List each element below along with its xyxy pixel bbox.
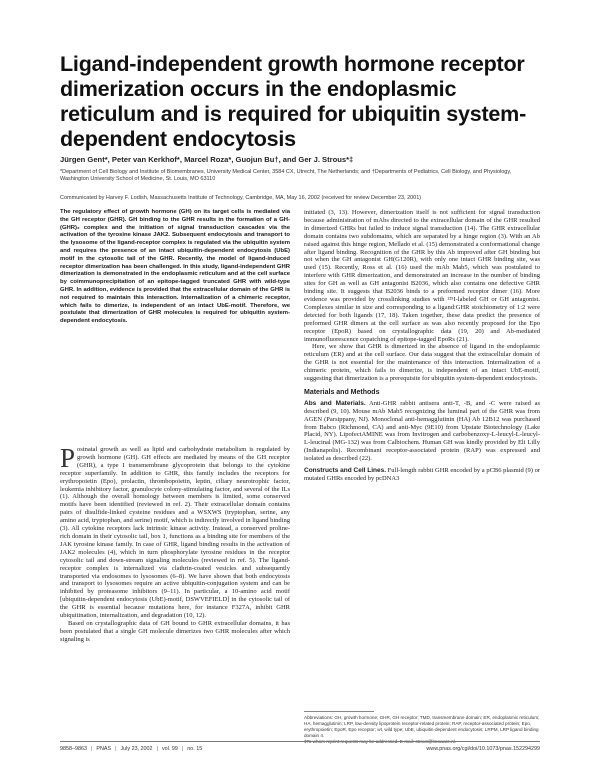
runin-heading-constructs: Constructs and Cell Lines. [304, 467, 387, 475]
author-list: Jürgen Gent*, Peter van Kerkhof*, Marcel Roza*, Guojun Bu†, and Ger J. Strous*‡ [60, 155, 354, 164]
right-column [304, 209, 540, 483]
intro-paragraph-4: Here, we show that GHR is dimerized in the absence of ligand in the endoplasmic reticulum (ER) and at the cell surface. Our data suggest that the extracellular domain of the GHR is not essential for the maintenance of this interaction. Internalization of a chimeric protein, which fails to dimerize, is independent of an intact UbE-motif, suggesting that dimerization is a prerequisite for ubiquitin system-dependent endocytosis. [304, 343, 540, 383]
abs-materials-text: Anti-GHR rabbit antisera anti-T, -B, and -C were raised as described (9, 10). Mouse mAb Mab5 recognizing the luminal part of the GHR was from AGEN (Parsippany, NJ). Monoclonal anti-hemagglutinin (HA) Ab 12B12 was purchased from Babco (Richmond, CA) and anti-Myc (9E10) from Upstate Biotechnology (Lake Placid, NY). LipofectAMINE was from Invitrogen and carbobenzoxy-L-leucyl-L-leucyl-L-leucinal (MG-132) was from Calbiochem. Human GH was kindly provided by Eli Lilly (Indianapolis). Recombinant receptor-associated protein (RAP) was expressed and isolated as described (22). [304, 399, 541, 463]
abstract: The regulatory effect of growth hormone (GH) on its target cells is mediated via the GH receptor (GHR). GH binding to the GHR results in the formation of a GH-(GHR)₂ complex and the initiation of signal transduction cascades via the activation of the tyrosine kinase JAK2. Subsequent endocytosis and transport to the lysosome of the ligand-receptor complex is regulated via the ubiquitin system and requires the presence of an intact ubiquitin-dependent endocytosis (UbE) motif in the cytosolic tail of the GHR. Recently, the model of ligand-induced receptor dimerization has been challenged. In this study, ligand-independent GHR dimerization is demonstrated in the endoplasmic reticulum and at the cell surface by coimmunoprecipitation of an epitope-tagged truncated GHR with wild-type GHR. In addition, evidence is provided that the extracellular domain of the GHR is not required to maintain this interaction. Internalization of a chimeric receptor, which fails to dimerize, is independent of an intact UbE-motif. Therefore, we postulate that dimerization of GHR molecules is required for ubiquitin system-dependent endocytosis. [60, 209, 290, 325]
footer-journal: PNAS [96, 746, 112, 752]
methods-constructs-paragraph [304, 467, 540, 483]
communicated-line: Communicated by Harvey F. Lodish, Massachusetts Institute of Technology, Cambridge, MA, May 16, 2002 (received for review December 23, 2001) [60, 195, 422, 201]
runin-heading-abs: Abs and Materials. [304, 399, 366, 407]
intro-paragraph-2: Based on crystallographic data of GH bound to GHR extracellular domains, it has been postulated that a single GH molecule dimerizes two GHR molecules after which signaling is [60, 619, 290, 643]
section-heading-methods: Materials and Methods [304, 388, 380, 396]
methods-abs-paragraph [304, 400, 540, 463]
footer-date: July 23, 2002 [120, 746, 153, 752]
footer-volume: vol. 99 [161, 746, 178, 752]
affiliations: *Department of Cell Biology and Institute of Biomembranes, University Medical Center, 3584 CX, Utrecht, The Netherlands; and †Departments of Pediatrics, Cell Biology, and Physiology, Washington University School of Medicine, St. Louis, MO 63110 [60, 169, 512, 183]
footer-doi-link[interactable]: www.pnas.org/cgi/doi/10.1073/pnas.152294299 [426, 746, 540, 752]
introduction [60, 443, 290, 644]
footer-issue: no. 15 [187, 746, 203, 752]
intro-paragraph-3: initiated (3, 13). However, dimerization itself is not sufficient for signal transduction because administration of mAbs directed to the extracellular domain of the GHR resulted in dimerized GHRs but failed to induce signal transduction (14). The GHR extracellular domain contains two subdomains, which are separated by a hinge region (3). With an Ab raised against this hinge region, Mellado et al. (15) demonstrated a conformational change after ligand binding. Recognition of the GHR by this Ab improved after GH binding but not when the GH antagonist GH(G120R), with only one intact GHR binding site, was used (15). Recently, Ross et al. (16) used the mAb Mab5, which was postulated to interfere with GHR dimerization, and demonstrated an increase in the number of binding sites for GH as well as GH antagonist B2036, which also contains one defective GHR binding site. It suggests that B2036 binds to a preformed receptor dimer (16). More evidence was provided by crosslinking studies with ¹²⁵I-labeled GH or GH antagonist. Complexes similar in size and corresponding to a ligand:GHR stoichiometry of 1:2 were detected for both ligands (17, 18). Taken together, these data predict the presence of preformed GHR dimers at the cell surface as was also recently proposed for the Epo receptor (EpoR) based on crystallographic data (19, 20) and Ab-mediated immunofluorescence copatching of epitope-tagged EpoRs (21). [304, 209, 540, 343]
footnote-abbreviations: Abbreviations: GH, growth hormone; GHR, GH receptor; TMD, transmembrane domain; ER, endoplasmic reticulum; HA, hemagglutinin; LRP, low-density lipoprotein receptor-related protein; RAP, receptor-associated protein; Epo, erythropoietin; EpoR, Epo receptor; wt, wild type; UbE, ubiquitin-dependent endocytosis; LRPM, LRP ligand binding domain 4. [304, 715, 540, 738]
footer-divider [60, 741, 540, 742]
dropcap-letter: P [60, 443, 76, 473]
footnote-reprint: ‡To whom reprint requests may be addressed. E-mail: strous@knoware.nl. [304, 739, 456, 744]
intro-paragraph-1: ostnatal growth as well as lipid and carbohydrate metabolism is regulated by growth hormone (GH). GH effects are mediated by means of the GH receptor (GHR), a type I transmembrane glycoprotein that belongs to the cytokine receptor superfamily. In addition to GHR, this family includes the receptors for erythropoietin (Epo), prolactin, thrombopoietin, leptin, ciliary neurotrophic factor, leukemia inhibitory factor, granulocyte colony-stimulating factor, and several of the ILs (1). Although the overall homology between members is limited, some conserved motifs have been identified (reviewed in ref. 2). Their extracellular domain contains pairs of disulfide-linked cysteine residues and a WSXWS (tryptophan, serine, any amino acid, tryptophan, and serine) motif, which is indirectly involved in ligand binding (3). All cytokine receptors lack intrinsic kinase activity. Instead, a conserved proline-rich domain in their cytosolic tail, box 1, functions as a binding site for members of the JAK tyrosine kinase family. In case of GHR, ligand binding results in the activation of JAK2 molecules (4), which in turn phosphorylate tyrosine residues in the receptor cytosolic tail and down-stream signaling molecules (reviewed in ref. 5). The ligand-receptor complex is internalized via clathrin-coated vesicles and subsequently transported via endosomes to lysosomes (6–8). We have shown that both endocytosis and transport to lysosomes require an active ubiquitin-conjugation system and can be inhibited by proteasome inhibitors (9–11). In particular, a 10-amino acid motif [ubiquitin-dependent endocytosis (UbE)-motif, DSWVEFIELD] in the cytosolic tail of the GHR is essential because mutations here, for instance F327A, inhibit GHR ubiquitination, internalization, and degradation (10, 12). [60, 446, 290, 620]
footer-pages: 9858–9863 [60, 746, 87, 752]
footer-citation: 9858–9863 | PNAS | July 23, 2002 | vol. 99 | no. 15 [60, 746, 203, 752]
constructs-text: Full-length rabbit GHR encoded by a pCB6 plasmid (9) or mutated GHRs encoded by pcDNA3 [304, 467, 540, 482]
article-title: Ligand-independent growth hormone receptor dimerization occurs in the endoplasmic reticulum and is required for ubiquitin system-dependent endocytosis [60, 52, 527, 151]
footnote-divider [304, 711, 374, 712]
